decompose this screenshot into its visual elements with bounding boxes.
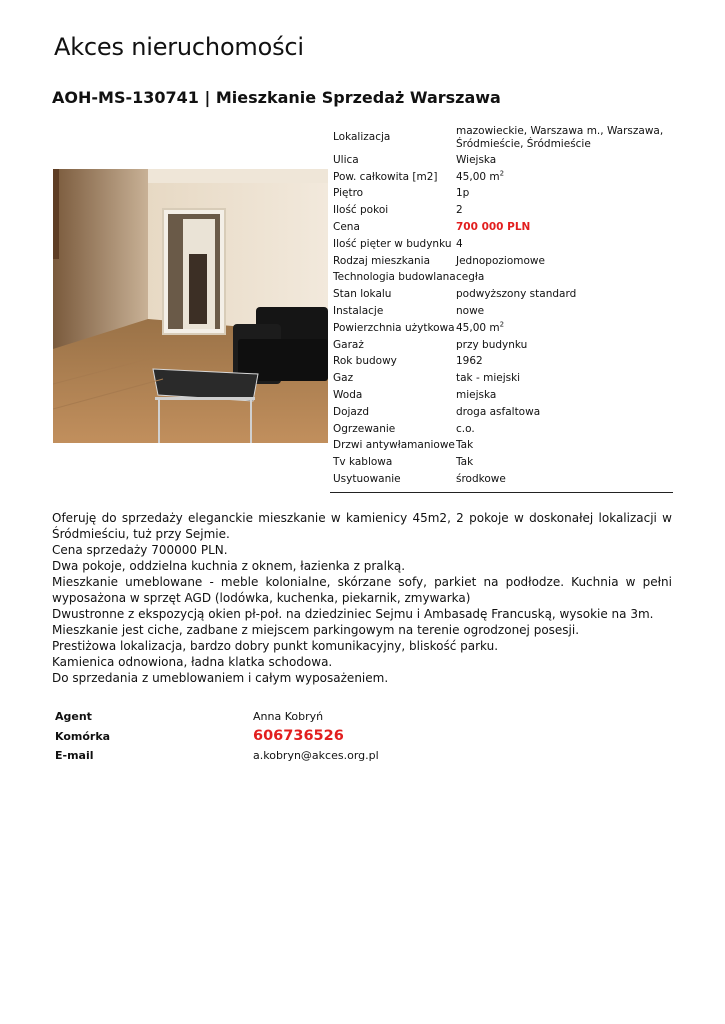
detail-label: Cena [333, 221, 360, 234]
detail-row [330, 219, 673, 236]
detail-label: Woda [333, 389, 363, 402]
detail-label: Rok budowy [333, 355, 397, 368]
detail-label: Gaz [333, 372, 354, 385]
detail-value [453, 322, 673, 335]
detail-row [330, 454, 673, 471]
area-value: 45,00 m [456, 321, 500, 334]
detail-row [330, 421, 673, 438]
phone-label: Komórka [55, 729, 111, 743]
detail-value: droga asfaltowa [456, 405, 541, 418]
detail-row [330, 123, 673, 152]
detail-value: 4 [456, 237, 463, 250]
detail-label: Drzwi antywłamaniowe [333, 439, 455, 452]
agent-name: Anna Kobryń [253, 710, 324, 724]
detail-row [330, 202, 673, 219]
detail-label: Ilość pięter w budynku [333, 237, 452, 250]
detail-value: c.o. [456, 422, 475, 435]
detail-value [453, 171, 673, 184]
description-paragraph: Do sprzedania z umeblowaniem i całym wyposażeniem. [52, 671, 389, 685]
description-paragraph: Cena sprzedaży 700000 PLN. [52, 543, 228, 557]
agent-label: Agent [55, 710, 92, 724]
detail-value: Tak [456, 439, 474, 452]
property-photo[interactable] [53, 169, 328, 443]
detail-label: Pow. całkowita [m2] [333, 170, 438, 183]
phone-number[interactable]: 606736526 [253, 728, 344, 745]
contact-row-email [55, 746, 475, 766]
detail-row [330, 253, 673, 270]
detail-value: tak - miejski [456, 372, 521, 385]
detail-row [330, 152, 673, 169]
detail-value: cegła [456, 271, 485, 284]
detail-value: przy budynku [456, 338, 528, 351]
detail-row [330, 169, 673, 186]
detail-value: Wiejska [456, 153, 497, 166]
detail-label: Rodzaj mieszkania [333, 254, 431, 267]
detail-label: Stan lokalu [333, 288, 392, 301]
property-description [52, 510, 672, 686]
detail-value: podwyższony standard [456, 288, 577, 301]
detail-value: miejska [456, 389, 497, 402]
detail-row [330, 370, 673, 387]
detail-row [330, 354, 673, 371]
detail-label: Ilość pokoi [333, 204, 389, 217]
detail-value: 1962 [456, 355, 483, 368]
detail-row [330, 270, 673, 287]
detail-value: 2 [456, 204, 463, 217]
email-label: E-mail [55, 749, 94, 763]
description-paragraph: Prestiżowa lokalizacja, bardzo dobry punkt komunikacyjny, bliskość parku. [52, 639, 499, 653]
area-value: 45,00 m [456, 170, 500, 183]
detail-label: Ulica [333, 153, 359, 166]
detail-label: Technologia budowlana [333, 271, 456, 284]
detail-value: Jednopoziomowe [456, 254, 545, 267]
description-paragraph: Mieszkanie jest ciche, zadbane z miejscem parkingowym na terenie ogrodzonej posesji. [52, 623, 580, 637]
detail-label: Instalacje [333, 305, 384, 318]
detail-row [330, 471, 673, 488]
detail-label: Lokalizacja [333, 131, 391, 143]
detail-label: Dojazd [333, 405, 370, 418]
area-unit-exponent: 2 [499, 169, 505, 178]
price-value: 700 000 PLN [456, 221, 531, 234]
listing-title: AOH-MS-130741 | Mieszkanie Sprzedaż Warszawa [52, 88, 501, 107]
detail-label: Usytuowanie [333, 473, 401, 486]
detail-label: Powierzchnia użytkowa [333, 321, 455, 334]
contact-row-phone [55, 727, 475, 747]
detail-row [330, 320, 673, 337]
description-paragraph: Mieszkanie umeblowane - meble kolonialne, skórzane sofy, parkiet na podłodze. Kuchnia w pełni wyposażona w sprzęt AGD (lodówka, kuchenka, piekarnik, zmywarka) [52, 575, 672, 605]
detail-label: Tv kablowa [333, 456, 393, 469]
contact-row-agent [55, 707, 475, 727]
detail-value: Tak [456, 456, 474, 469]
description-paragraph: Dwustronne z ekspozycją okien pł-poł. na dziedziniec Sejmu i Ambasadę Francuską, wysokie na 3m. [52, 607, 654, 621]
detail-row [330, 387, 673, 404]
detail-row [330, 438, 673, 455]
description-paragraph: Oferuję do sprzedaży eleganckie mieszkanie w kamienicy 45m2, 2 pokoje w doskonałej lokalizacji w Śródmieściu, tuż przy Sejmie. [52, 511, 672, 541]
area-unit-exponent: 2 [499, 320, 505, 329]
detail-value: 1p [456, 187, 470, 200]
detail-row [330, 337, 673, 354]
detail-row [330, 404, 673, 421]
detail-row [330, 286, 673, 303]
agent-contact [55, 707, 475, 766]
detail-row [330, 186, 673, 203]
detail-row [330, 303, 673, 320]
detail-value: środkowe [456, 473, 506, 486]
email-link[interactable]: a.kobryn@akces.org.pl [253, 749, 379, 763]
detail-value: mazowieckie, Warszawa m., Warszawa, Śródmieście, Śródmieście [456, 124, 664, 150]
brand-name: Akces nieruchomości [54, 33, 304, 61]
detail-label: Ogrzewanie [333, 422, 396, 435]
description-paragraph: Kamienica odnowiona, ładna klatka schodowa. [52, 655, 333, 669]
description-paragraph: Dwa pokoje, oddzielna kuchnia z oknem, łazienka z pralką. [52, 559, 406, 573]
detail-label: Garaż [333, 338, 364, 351]
detail-label: Piętro [333, 187, 364, 200]
detail-row [330, 236, 673, 253]
detail-value: nowe [456, 305, 485, 318]
property-details-table [330, 123, 673, 493]
